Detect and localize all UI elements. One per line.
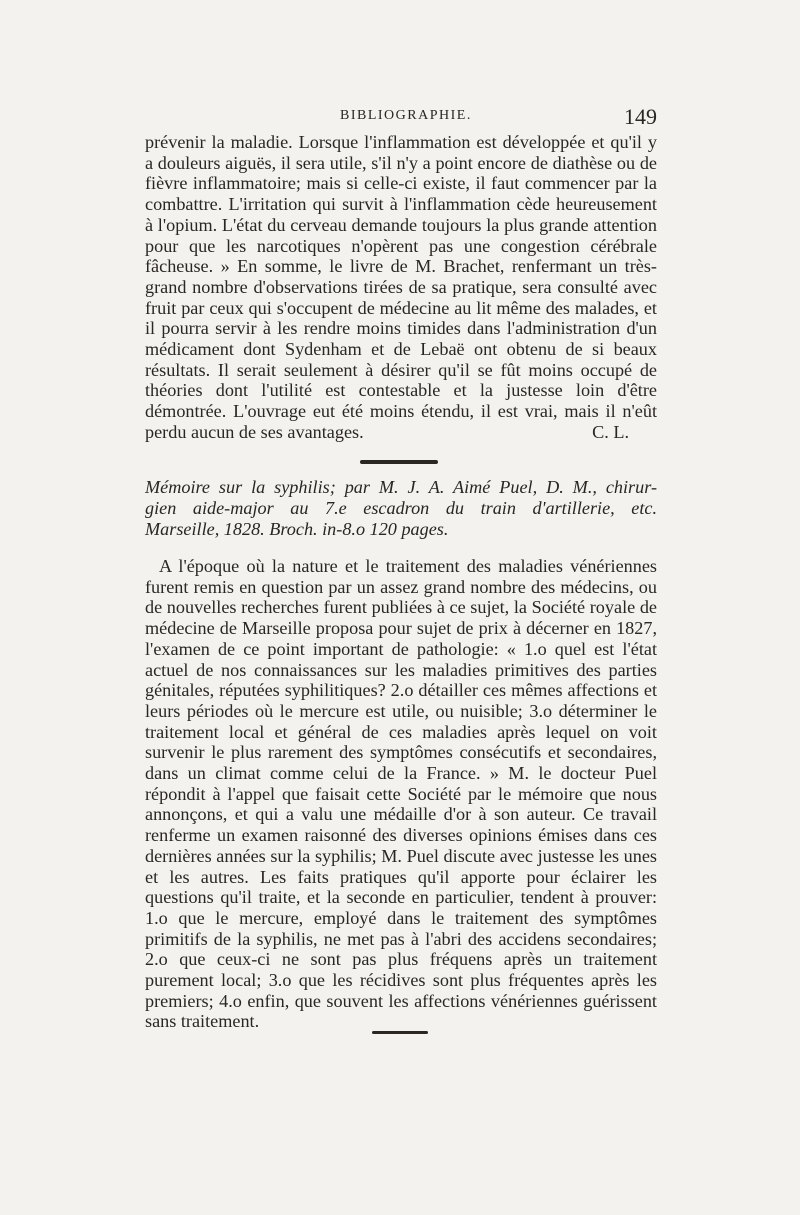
review-conclusion-text: prévenir la maladie. Lorsque l'inflammation est développée et qu'il y a douleurs aiguës, il sera utile, s'il n'y a point encore de diathèse ou de fièvre inflammatoire; mais si celle-ci existe, il faut commencer par la combattre. L'irritation qui survit à l'inflammation cède heureusement à l'opium. L'état du cerveau demande toujours la plus grande attention pour que les narcotiques n'opèrent pas une congestion cérébrale fâcheuse. » En somme, le livre de M. Brachet, renfermant un très-grand nombre d'observations tirées de sa pratique, sera consulté avec fruit par ceux qui s'occupent de médecine au lit même des malades, et il pourra servir à les rendre moins timides dans l'administration d'un médicament dont Sydenham et de Lebaë ont obtenu de si beaux résultats. Il serait seulement à désirer qu'il se fût moins occupé de théories dont l'utilité est contestable et la justesse loin d'être démontrée. L'ouvrage eut été moins étendu, il est vrai, mais il n'eût perdu aucun de ses avantages. (145, 132, 657, 442)
entry-review-paragraph: A l'époque où la nature et le traitement des maladies vénériennes furent remis en question par un assez grand nombre des médecins, ou de nouvelles recherches furent publiées à ce sujet, la Société royale de médecine de Marseille proposa pour sujet de prix à décerner en 1827, l'examen de ce point important de pathologie: « 1.o quel est l'état actuel de nos connaissances sur les maladies primitives des parties génitales, réputées syphilitiques? 2.o détailler ces mêmes affections et leurs périodes où le mercure est utile, ou nuisible; 3.o déterminer le traitement local et général de ces maladies après lequel on voit survenir le plus rarement des symptômes consécutifs et secondaires, dans un climat comme celui de la France. » M. le docteur Puel répondit à l'appel que faisait cette Société par le mémoire que nous annonçons, et qui a valu une médaille d'or à son auteur. Ce travail renferme un examen raisonné des diverses opinions émises dans ces dernières années sur la syphilis; M. Puel discute avec justesse les unes et les autres. Les faits pratiques qu'il apporte pour éclairer les questions qu'il traite, et la seconde en particulier, tendent à prouver: 1.o que le mercure, employé dans le traitement des symptômes primitifs de la syphilis, ne met pas à l'abri des accidens secondaires; 2.o que ceux-ci ne sont pas plus fréquens après un traitement purement local; 3.o que les récidives sont plus fréquentes après les premiers; 4.o enfin, que souvent les affections vénériennes guérissent sans traitement. (145, 556, 657, 1032)
page-header (145, 104, 657, 132)
entry-title-line: Mémoire sur la syphilis; par M. J. A. Aimé Puel, D. M., chirur- (145, 477, 657, 497)
entry-title-line: gien aide-major au 7.e escadron du train d'artillerie, etc. (145, 498, 657, 518)
section-divider (360, 460, 438, 464)
review-conclusion-paragraph (145, 132, 657, 443)
entry-title (145, 477, 657, 540)
section-divider (372, 1031, 428, 1034)
running-head: BIBLIOGRAPHIE. (340, 108, 472, 123)
reviewer-signature: C. L. (592, 421, 629, 442)
page-number: 149 (624, 104, 657, 129)
entry-title-line: Marseille, 1828. Broch. in-8.o 120 pages. (145, 519, 449, 539)
